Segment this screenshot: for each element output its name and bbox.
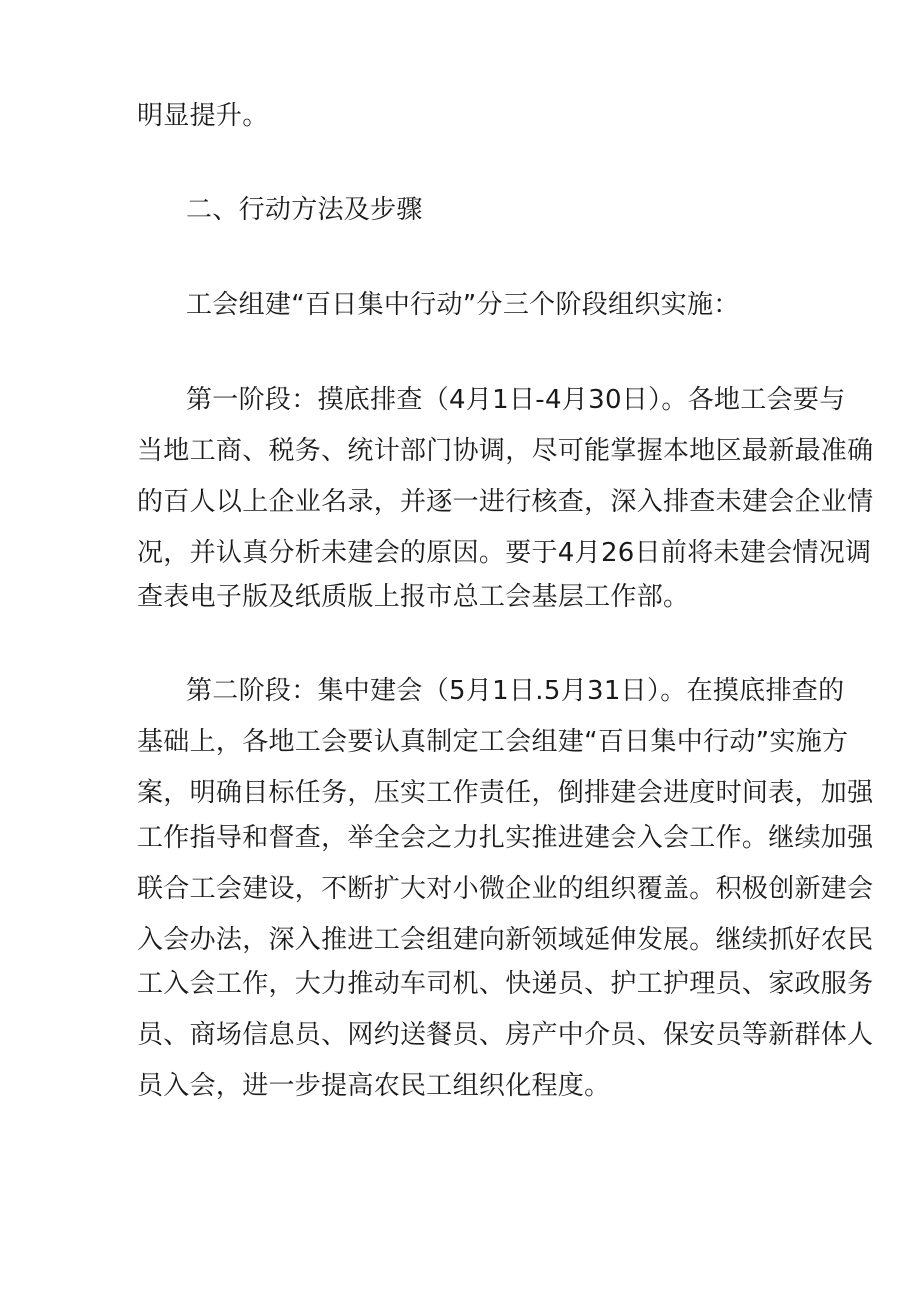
phase2-line: 工入会工作，大力推动车司机、快递员、护工护理员、家政服务 bbox=[137, 969, 874, 999]
phase1-line: 况，并认真分析未建会的原因。要于4月26日前将未建会情况调 bbox=[137, 538, 872, 568]
phase2-line: 第二阶段：集中建会（5月1日.5月31日）。在摸底排查的 bbox=[186, 676, 845, 706]
phase2-line: 员入会，进一步提高农民工组织化程度。 bbox=[137, 1071, 611, 1101]
phase1-line: 当地工商、税务、统计部门协调，尽可能掌握本地区最新最准确 bbox=[137, 436, 874, 466]
section-heading: 二、行动方法及步骤 bbox=[186, 195, 423, 225]
phase1-line: 查表电子版及纸质版上报市总工会基层工作部。 bbox=[137, 582, 690, 612]
phase2-line: 联合工会建设，不断扩大对小微企业的组织覆盖。积极创新建会 bbox=[137, 874, 874, 904]
phase1-line: 的百人以上企业名录，并逐一进行核查，深入排查未建会企业情 bbox=[137, 487, 874, 517]
phase1-line: 第一阶段：摸底排查（4月1日-4月30日）。各地工会要与 bbox=[186, 385, 846, 415]
phase2-line: 入会办法，深入推进工会组建向新领域延伸发展。继续抓好农民 bbox=[137, 925, 874, 955]
phase2-line: 基础上，各地工会要认真制定工会组建“百日集中行动”实施方 bbox=[137, 727, 849, 757]
phase2-line: 员、商场信息员、网约送餐员、房产中介员、保安员等新群体人 bbox=[137, 1020, 874, 1050]
phase2-line: 案，明确目标任务，压实工作责任，倒排建会进度时间表，加强 bbox=[137, 778, 874, 808]
phase2-line: 工作指导和督查，举全会之力扎实推进建会入会工作。继续加强 bbox=[137, 823, 874, 853]
continuation-line: 明显提升。 bbox=[137, 101, 269, 131]
intro-paragraph: 工会组建“百日集中行动”分三个阶段组织实施： bbox=[186, 290, 740, 320]
